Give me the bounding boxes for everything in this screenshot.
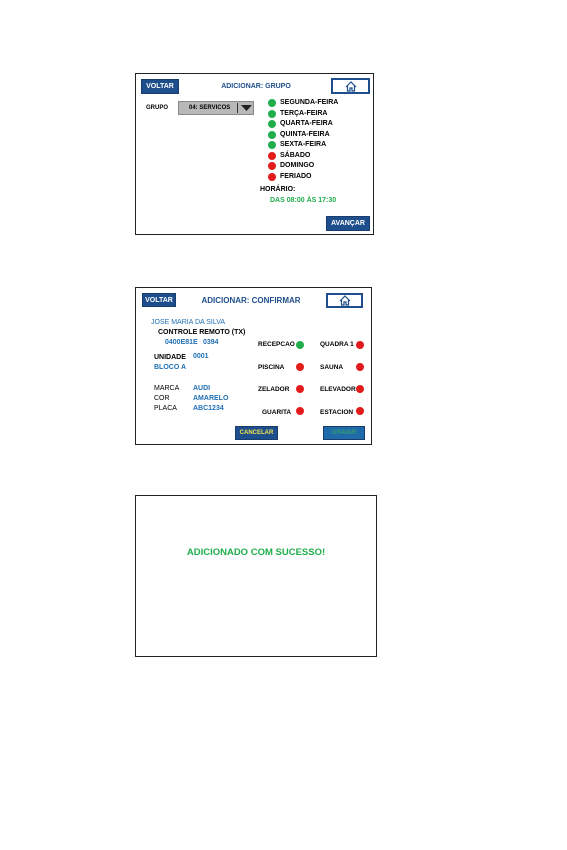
status-dot-icon <box>268 110 276 118</box>
plate-value: ABC1234 <box>193 405 224 412</box>
status-dot-icon <box>268 141 276 149</box>
plate-label: PLACA <box>154 405 177 412</box>
page-title: ADICIONAR: GRUPO <box>221 83 291 90</box>
group-select-value: 04: SERVICOS <box>189 105 231 111</box>
remote-label: CONTROLE REMOTO (TX) <box>158 329 246 336</box>
page-title: ADICIONAR: CONFIRMAR <box>201 296 301 305</box>
status-dot-icon <box>356 407 364 415</box>
access-label: ESTACION <box>320 409 354 416</box>
day-label: QUARTA-FEIRA <box>280 120 333 127</box>
schedule-label: HORÁRIO: <box>260 186 296 193</box>
save-button[interactable]: GRAVAR <box>323 426 365 440</box>
home-button[interactable] <box>331 78 370 94</box>
back-button[interactable]: VOLTAR <box>142 293 176 307</box>
user-name: JOSE MARIA DA SILVA <box>151 319 226 326</box>
access-label: QUADRA 1 <box>320 341 354 348</box>
home-icon <box>345 81 357 92</box>
screen-success <box>135 495 377 657</box>
access-label: RECEPCAO <box>258 341 295 348</box>
day-label: QUINTA-FEIRA <box>280 130 330 138</box>
status-dot-icon <box>356 363 364 371</box>
day-label: TERÇA-FEIRA <box>280 109 328 117</box>
status-dot-icon <box>268 173 276 181</box>
schedule-value: DAS 08:00 ÀS 17:30 <box>270 197 337 204</box>
success-message: ADICIONADO COM SUCESSO! <box>186 547 326 558</box>
color-label: COR <box>154 395 170 402</box>
status-dot-icon <box>296 407 304 415</box>
remote-number: 0394 <box>203 339 219 346</box>
group-select[interactable] <box>178 101 254 115</box>
status-dot-icon <box>268 162 276 170</box>
status-dot-icon <box>268 120 276 128</box>
day-label: SEGUNDA-FEIRA <box>280 99 339 106</box>
next-button[interactable]: AVANÇAR <box>326 216 370 231</box>
access-label: GUARITA <box>262 409 292 416</box>
status-dot-icon <box>296 341 304 349</box>
home-button[interactable] <box>326 293 363 308</box>
unit-value: 0001 <box>193 353 209 360</box>
status-dot-icon <box>356 341 364 349</box>
home-icon <box>339 295 351 306</box>
day-label: SÁBADO <box>280 151 311 159</box>
screen-add-group <box>135 73 374 235</box>
status-dot-icon <box>268 152 276 160</box>
day-label: FERIADO <box>280 172 312 180</box>
access-label: SAUNA <box>320 364 344 371</box>
day-list <box>268 99 368 184</box>
day-label: SEXTA-FEIRA <box>280 141 327 148</box>
cancel-button[interactable]: CANCELAR <box>235 426 278 440</box>
status-dot-icon <box>296 385 304 393</box>
unit-label: UNIDADE <box>154 354 186 361</box>
access-label: PISCINA <box>258 364 285 371</box>
chevron-down-icon <box>241 105 252 112</box>
brand-label: MARCA <box>154 385 180 392</box>
brand-value: AUDI <box>193 385 211 392</box>
status-dot-icon <box>268 99 276 107</box>
color-value: AMARELO <box>193 395 229 402</box>
group-label: GRUPO <box>146 105 169 111</box>
access-label: ZELADOR <box>258 386 290 393</box>
back-button[interactable]: VOLTAR <box>141 79 179 94</box>
access-label: ELEVADOR <box>320 386 356 393</box>
status-dot-icon <box>268 131 276 139</box>
block-value: BLOCO A <box>154 364 187 371</box>
dropdown-divider <box>237 103 238 113</box>
remote-code: 0400E81E <box>165 339 198 346</box>
day-label: DOMINGO <box>280 162 315 169</box>
status-dot-icon <box>296 363 304 371</box>
status-dot-icon <box>356 385 364 393</box>
screen-add-confirm <box>135 287 372 445</box>
